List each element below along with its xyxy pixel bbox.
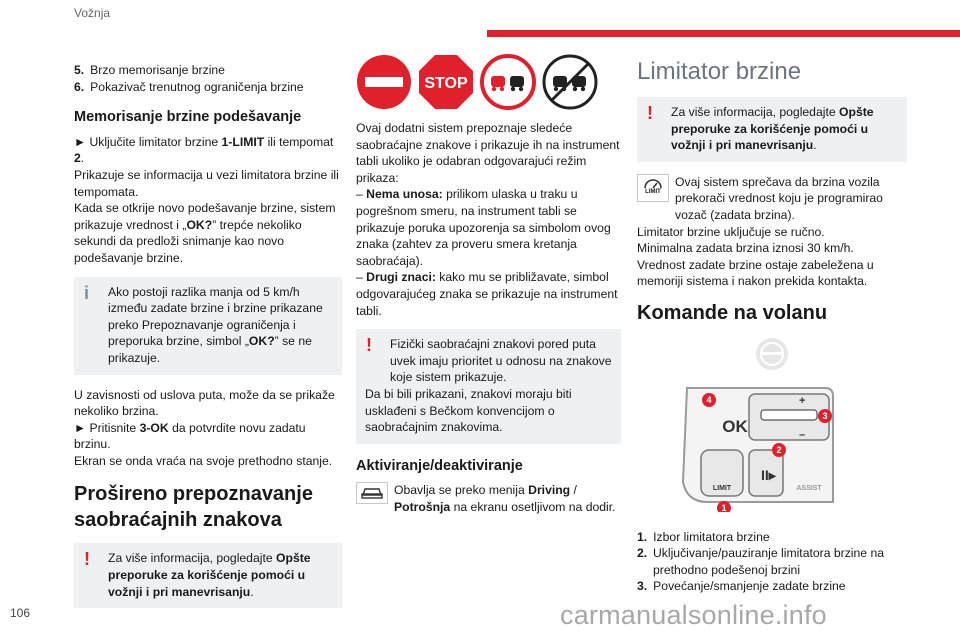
paragraph: Limitator brzine uključuje se ručno. [637, 224, 825, 239]
steering-controls-panel [637, 382, 907, 517]
svg-text:II▸: II▸ [761, 466, 776, 483]
end-no-overtaking-sign-icon [542, 54, 598, 110]
info-note: i Ako postoji razlika manja od 5 km/h između zadate brzine i brzine prikazane preko Prepoznavanje ograničenja i preporuka brzine, simbol „OK?” se ne prikazuje. [74, 277, 342, 375]
limit-intro-row: LIMIT Ovaj sistem sprečava da brzina vozila prekorači vrednost koju je programirao vozač (zadata brzina). [637, 174, 907, 224]
list-item: 1. Izbor limitatora brzine [637, 529, 770, 544]
heading-aktiviranje: Aktiviranje/deaktiviranje [356, 457, 523, 474]
list-item: 6. Pokazivač trenutnog ograničenja brzine [74, 79, 304, 94]
list-item: 5. Brzo memorisanje brzine [74, 63, 225, 77]
paragraph: Vrednost zadate brzine ostaje zabeležena u memoriji sistema i nakon prekida kontakta. [637, 257, 874, 289]
list-item: – Drugi znaci: kako mu se približavate, simbol odgovarajućeg znaka se prikazuje na instrument tabli. [356, 270, 618, 318]
car-icon [356, 482, 388, 504]
paragraph: Ekran se onda vraća na svoje prethodno stanje. [74, 453, 333, 468]
warning-icon: ! [84, 549, 90, 570]
svg-text:ASSIST: ASSIST [796, 484, 822, 492]
heading-limitator: Limitator brzine [637, 58, 802, 85]
touchscreen-row: Obavlja se preko menija Driving / Potrošnja na ekranu osetljivom na dodir. [356, 482, 621, 515]
list-item: – Nema unosa: prilikom ulaska u traku u pogrešnom smeru, na instrument tabli se prikazuje poruka upozorenja sa simbolom ovog znaka (zahtev za proveru smera kretanja saobraćaja). [356, 187, 611, 268]
heading-prosireno: Prošireno prepoznavanje saobraćajnih znakova [74, 483, 313, 532]
paragraph: U zavisnosti od uslova puta, može da se prikaže nekoliko brzina. [74, 387, 335, 419]
page-number: 106 [10, 606, 31, 620]
speed-limiter-icon: LIMIT [637, 174, 669, 202]
svg-text:4: 4 [706, 394, 712, 405]
no-overtaking-sign-icon [480, 54, 536, 110]
svg-text:1: 1 [721, 502, 727, 512]
svg-text:3: 3 [822, 410, 828, 421]
stop-sign-icon [418, 54, 474, 110]
heading-komande: Komande na volanu [637, 301, 828, 324]
svg-text:LIMIT: LIMIT [712, 484, 732, 492]
svg-text:STOP: STOP [424, 75, 468, 92]
warning-note: ! Za više informacija, pogledajte Opšte preporuke za korišćenje pomoći u vožnji i pri manevrisanju. [637, 97, 907, 162]
column-2 [356, 62, 621, 515]
heading-memorisanje: Memorisanje brzine podešavanje [74, 109, 302, 126]
watermark: carmanualsonline.info [560, 600, 827, 630]
warning-icon: ! [647, 103, 653, 123]
instruction-step: ► Uključite limitator brzine 1-LIMIT ili tempomat 2. [74, 134, 334, 166]
info-icon: i [84, 282, 90, 303]
header-accent-bar [487, 30, 960, 37]
warning-note: ! Fizički saobraćajni znakovi pored puta uvek imaju prioritet u odnosu na znakove koje sistem prikazuje. Da bi bili prikazani, znakovi moraju biti usklađeni s Bečkom konvencijom o saobraćajnim znakovima. [356, 329, 621, 444]
no-entry-sign-icon [356, 54, 412, 110]
column-3 [637, 58, 907, 595]
svg-text:–: – [799, 428, 806, 441]
paragraph: Ovaj dodatni sistem prepoznaje sledeće saobraćajne znakove i prikazuje ih na instrument tabli ukoliko je odabran odgovarajući režim prikaza: [356, 121, 620, 185]
paragraph: Prikazuje se informacija u vezi limitatora brzine ili tempomata. [74, 167, 339, 199]
svg-text:OK: OK [722, 416, 748, 436]
svg-text:+: + [799, 394, 806, 407]
warning-icon: ! [366, 335, 372, 356]
warning-note: ! Za više informacija, pogledajte Opšte preporuke za korišćenje pomoći u vožnji i pri manevrisanju. [74, 543, 342, 608]
svg-text:2: 2 [776, 444, 782, 455]
paragraph: Kada se otkrije novo podešavanje brzine, sistem prikazuje vrednost i „OK?” trepće nekoliko sekundi da predloži snimanje kao novo podešavanje brzine. [74, 201, 336, 265]
instruction-step: ► Pritisnite 3-OK da potvrdite novu zadatu brzinu. [74, 420, 306, 452]
column-1 [74, 62, 342, 620]
list-item: 3. Povećanje/smanjenje zadate brzine [637, 579, 846, 594]
traffic-signs [356, 54, 621, 110]
steering-wheel-icon [637, 336, 907, 372]
section-label: Vožnja [74, 6, 111, 20]
list-item: 2. Uključivanje/pauziranje limitatora brzine na prethodno podešenoj brzini [637, 546, 884, 577]
paragraph: Minimalna zadata brzina iznosi 30 km/h. [637, 241, 854, 256]
